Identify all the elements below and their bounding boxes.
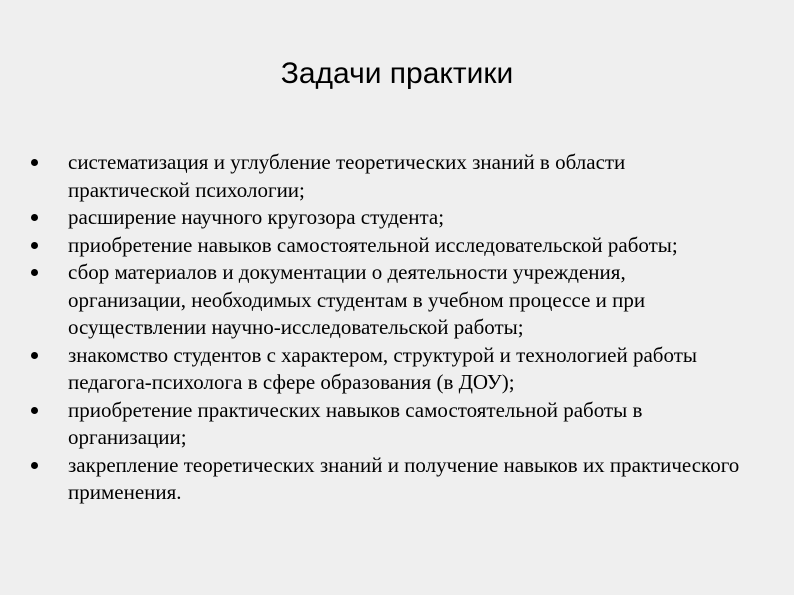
slide-title: Задачи практики — [280, 57, 514, 90]
bullet-dot-icon — [31, 462, 38, 469]
bullet-item — [28, 232, 748, 260]
bullet-text: знакомство студентов с характером, структурой и технологией работы педагога-психолога в сфере образования (в ДОУ); — [68, 342, 697, 394]
bullet-item — [28, 204, 748, 232]
bullet-item — [28, 149, 748, 204]
bullet-text: приобретение практических навыков самостоятельной работы в организации; — [68, 397, 643, 449]
bullet-text: расширение научного кругозора студента; — [68, 205, 445, 229]
bullet-item — [28, 259, 748, 342]
bullet-item — [28, 342, 748, 397]
bullet-dot-icon — [31, 214, 38, 221]
bullet-dot-icon — [31, 159, 38, 166]
bullet-text: систематизация и углубление теоретических знаний в области практической психологии; — [68, 150, 626, 202]
bullet-text: приобретение навыков самостоятельной исследовательской работы; — [68, 232, 678, 257]
bullet-text: закрепление теоретических знаний и получение навыков их практического применения. — [68, 452, 740, 504]
bullet-dot-icon — [31, 269, 38, 276]
bullet-dot-icon — [31, 407, 38, 414]
bullet-text: сбор материалов и документации о деятельности учреждения, организации, необходимых студентам в учебном процессе и при осуществлении научно-исследовательской работы; — [68, 260, 646, 339]
bullet-item — [28, 452, 748, 507]
bullet-dot-icon — [31, 242, 38, 249]
bullet-list — [28, 149, 748, 507]
bullet-dot-icon — [31, 352, 38, 359]
bullet-item — [28, 397, 748, 452]
